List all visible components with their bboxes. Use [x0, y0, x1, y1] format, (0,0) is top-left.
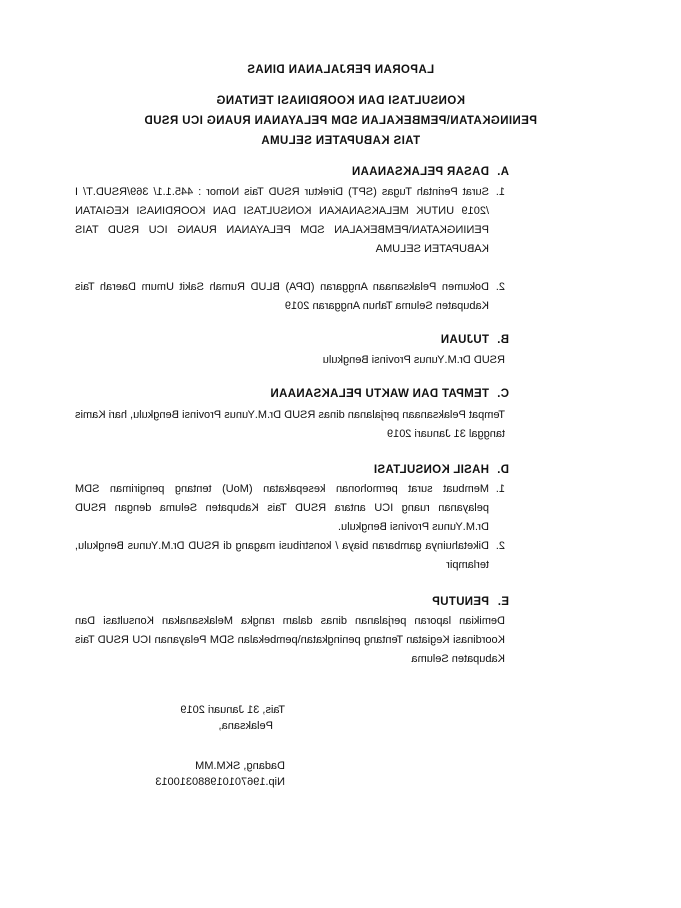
section-a-item-2 [75, 278, 505, 316]
section-c-letter: C. [496, 388, 509, 400]
section-d-letter: D. [496, 464, 509, 476]
signature-place-date: Tais, 31 Januari 2019 [180, 704, 285, 716]
section-a-item-1 [75, 183, 505, 259]
item-text: Surat Perintah Tugas (SPT) Direktur RSUD Tais Nomor : 445.1.1/ 369/RSUD.T/ I /2019 UNTUK MELAKSANAKAN KONSULTASI DAN KOORDINASI KEGIATAN PENINGKATAN\PEMBEKALAN SDM PELAYANAN RUANG ICU RSUD TAIS KABUPATEN SELUMA [75, 186, 489, 255]
section-c-heading [270, 388, 509, 400]
document-subtitle-line-1: KONSULTASI DAN KOORDINASI TENTANG [216, 95, 465, 107]
document-title: LAPORAN PERJALANAN DINAS [246, 64, 435, 76]
section-d-item-2 [75, 537, 505, 575]
section-b-letter: B. [496, 334, 509, 346]
section-e-letter: E. [497, 596, 509, 608]
signature-role: Pelaksana, [218, 720, 273, 732]
section-e-title: PENUTUP [431, 596, 489, 608]
item-text: Diketahuinya gambaran biaya / konstribusi magang di RSUD Dr.M.Yunus Bengkulu, terlampir [75, 540, 489, 571]
section-b-heading [441, 334, 509, 346]
item-number: 1. [495, 186, 505, 198]
section-a-letter: A. [496, 166, 509, 178]
item-text: Membuat surat permohonan kesepakatan (MoU) tentang pengiriman SDM pelayanan ruang ICU antara RSUD Tais Kabupaten Seluma dengan RSUD Dr.M.Yunus Provinsi Bengkulu. [75, 483, 489, 533]
signature-name: Dadang, SKM.MM [195, 760, 285, 772]
document-subtitle-line-2: PENINGKATAN\PEMBEKALAN SDM PELAYANAN RUANG ICU RSUD [144, 115, 537, 127]
section-a-title: DASAR PELAKSANAAN [351, 166, 489, 178]
section-a-heading [352, 166, 509, 178]
section-d-heading [374, 464, 509, 476]
section-e-heading [432, 596, 509, 608]
section-c-text: Tempat Pelaksanaan perjalanan dinas RSUD Dr.M.Yunus Provinsi Bengkulu, hari Kamis tanggal 31 Januari 2019 [75, 409, 505, 440]
section-d-item-1 [75, 480, 505, 537]
document-subtitle-line-3: TAIS KABUPATEN SELUMA [260, 135, 421, 147]
item-number: 2. [495, 281, 505, 293]
section-d-title: HASIL KONSULTASI [373, 464, 489, 476]
section-b-title: TUJUAN [440, 334, 489, 346]
signature-nip: Nip.196701019880310013 [155, 776, 285, 788]
item-text: Dokumen Pelaksanaan Anggaran (DPA) BLUD Rumah Sakit Umum Daerah Tais Kabupaten Seluma Tahun Anggaran 2019 [75, 281, 489, 312]
section-e-text: Demikian laporan perjalanan dinas dalam rangka Melaksanakan Konsultasi Dan Koordinasi Kegiatan Tentang peningkatan\pembekalan SDM Pelayanan ICU RSUD Tais Kabupaten Seluma [75, 615, 505, 665]
section-c-title: TEMPAT DAN WAKTU PELAKSANAAN [270, 388, 489, 400]
item-number: 2. [495, 540, 505, 552]
section-b-text: RSUD Dr.M.Yunus Provinsi Bengkulu [322, 354, 505, 366]
item-number: 1. [495, 483, 505, 495]
